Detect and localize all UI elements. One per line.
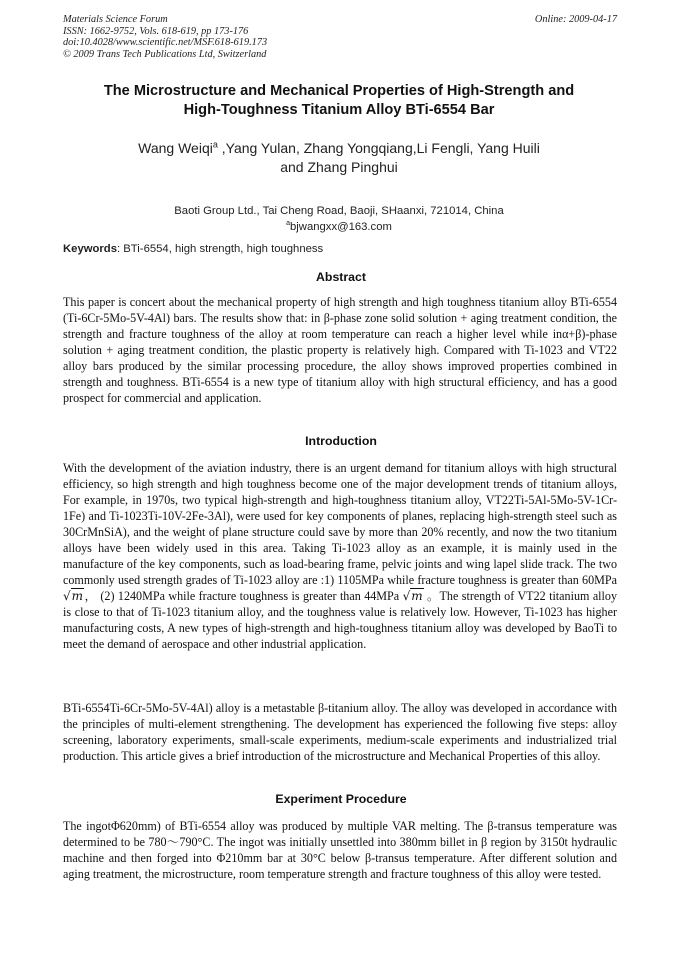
author-list	[70, 139, 608, 177]
online-date: Online: 2009-04-17	[534, 14, 617, 25]
intro-p1-part-b: ， (2) 1240MPa while fracture toughness is greater than 44MPa	[84, 589, 400, 603]
affiliation-email-line	[60, 219, 618, 235]
sqrt-symbol-1: √	[63, 589, 71, 603]
author-email[interactable]: bjwangxx@163.com	[290, 221, 392, 233]
coauthors-line-1: ,Yang Yulan, Zhang Yongqiang,Li Fengli, Yang Huili	[217, 140, 540, 156]
journal-header	[63, 14, 267, 60]
intro-p1-part-c: 。The strength of VT22 titanium alloy is close to that of Ti-1023 titanium alloy, and the toughness value is relatively low. However, Ti-1023 has higher manufacturing costs, A new types of high-strength and high-toughness titanium alloy was developed by BaoTi to meet the demand of aerospace and other industrial application.	[63, 589, 617, 651]
affiliation	[60, 203, 618, 235]
intro-p1-part-a: With the development of the aviation industry, there is an urgent demand for titanium alloys with high structural efficiency, so high strength and high toughness become one of the major development trends of titanium alloys, For example, in 1970s, two typical high-strength and high-toughness titanium alloy, VT22Ti-5Al-5Mo-5V-1Cr-1Fe) and Ti-1023Ti-10V-2Fe-3Al), were used for key components of planes, replacing high-strength steel such as 30CrMnSiA), and the weight of plane structure could save by more than 20% recently, and now the two titanium alloys have been widely used in this area. Taking Ti-1023 alloy as an example, it is mainly used in the manufacture of the key components, such as load-bearing frame, pelvic joints and wing lapel slide track. The two commonly used strength grades of Ti-1023 alloy are :1) 1105MPa while fracture toughness is greater than 60MPa	[63, 461, 617, 587]
sqrt-symbol-2: √	[402, 589, 411, 603]
sqrt-arg-1: m	[71, 589, 84, 603]
abstract-heading: Abstract	[316, 270, 366, 284]
paper-title	[40, 82, 638, 120]
abstract-paragraph: This paper is concert about the mechanical property of high strength and high toughness titanium alloy BTi-6554 (Ti-6Cr-5Mo-5V-4Al) bars. The results show that: in β-phase zone solid solution + aging treatment condition, the strength and fracture toughness of the alloy at room temperature can reach a higher level while inα+β)-phase solution + aging treatment condition, the plastic property is relatively high. Compared with Ti-1023 and VT22 alloy bars produced by the similar processing procedure, the alloy shows improved properties combined in strength and toughness. BTi-6554 is a new type of titanium alloy with high structural efficiency, and has a good prospect for commercial and application.	[63, 295, 617, 405]
email-affil-mark: a	[286, 220, 290, 228]
intro-paragraph-1	[63, 460, 617, 652]
keywords-text: : BTi-6554, high strength, high toughness	[117, 243, 324, 255]
first-author-affil-mark: a	[212, 139, 218, 150]
journal-issn: ISSN: 1662-9752, Vols. 618-619, pp 173-176	[63, 25, 249, 37]
journal-copyright: © 2009 Trans Tech Publications Ltd, Switzerland	[63, 48, 267, 60]
intro-paragraph-2: BTi-6554Ti-6Cr-5Mo-5V-4Al) alloy is a metastable β-titanium alloy. The alloy was developed in accordance with the principles of multi-element strengthening. The development has experienced the following five steps: alloy screening, laboratory experiments, small-scale experiments, medium-scale experiments and industrialized trial production. This article gives a brief introduction of the microstructure and Mechanical Properties of this alloy.	[63, 701, 617, 763]
sqrt-arg-2: m	[411, 589, 423, 603]
journal-name: Materials Science Forum	[63, 14, 168, 25]
keywords-label: Keywords	[63, 243, 117, 255]
introduction-heading: Introduction	[305, 434, 377, 448]
experiment-heading: Experiment Procedure	[275, 792, 407, 806]
keywords-line	[63, 243, 619, 255]
affiliation-address: Baoti Group Ltd., Tai Cheng Road, Baoji, SHaanxi, 721014, China	[174, 205, 504, 217]
first-author: Wang Weiqi	[138, 140, 213, 156]
coauthors-line-2: and Zhang Pinghui	[280, 159, 398, 175]
experiment-paragraph: The ingotΦ620mm) of BTi-6554 alloy was produced by multiple VAR melting. The β-transus temperature was determined to be 780～790°C. The ingot was initially unsettled into 380mm billet in β region by 3150t hydraulic machine and then forged into Φ210mm bar at 30°C below β-transus temperature. After different solution and aging treatment, the microstructure, room temperature strength and fracture toughness of this alloy were tested.	[63, 819, 617, 881]
title-line-1: The Microstructure and Mechanical Properties of High-Strength and	[103, 83, 575, 99]
sqrt-m-unit-2	[403, 588, 424, 603]
journal-doi: doi:10.4028/www.scientific.net/MSF.618-619.173	[63, 37, 268, 49]
title-line-2: High-Toughness Titanium Alloy BTi-6554 Bar	[183, 102, 495, 118]
sqrt-m-unit-1	[63, 588, 84, 603]
